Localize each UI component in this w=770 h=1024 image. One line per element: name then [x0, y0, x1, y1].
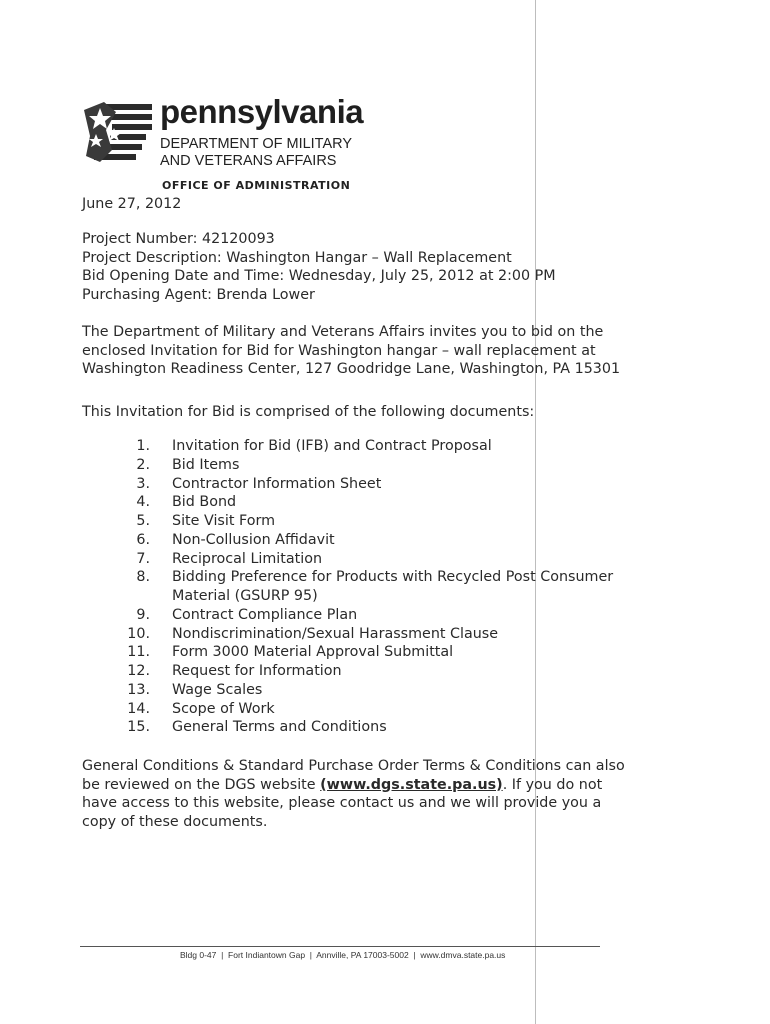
- department-line-1: DEPARTMENT OF MILITARY: [160, 136, 353, 152]
- document-item-number: 12.: [127, 663, 150, 679]
- dgs-website-link[interactable]: (www.dgs.state.pa.us): [320, 776, 503, 793]
- document-item-number: 7.: [136, 550, 150, 567]
- intro-line: enclosed Invitation for Bid for Washington hangar – wall replacement at: [82, 342, 596, 359]
- document-item-number: 3.: [136, 475, 150, 492]
- document-item-text: Contract Compliance Plan: [172, 606, 358, 623]
- document-item: [82, 568, 652, 606]
- document-item: [82, 475, 652, 494]
- document-item: [82, 662, 652, 681]
- document-item-text: Reciprocal Limitation: [172, 550, 323, 567]
- document-item-text: Bid Bond: [172, 494, 237, 511]
- document-item-number: 14.: [127, 700, 150, 717]
- document-item: [82, 493, 652, 512]
- document-item-text: Bidding Preference for Products with Recycled Post Consumer Material (GSURP 95): [172, 569, 614, 604]
- letter-date: June 27, 2012: [82, 196, 182, 212]
- document-item-text: Wage Scales: [172, 681, 263, 698]
- closing-text: . If you do not: [502, 776, 603, 793]
- footer-address: Bldg 0-47 | Fort Indiantown Gap | Annville, PA 17003-5002 | www.dmva.state.pa.us: [180, 950, 506, 960]
- intro-line: Washington Readiness Center, 127 Goodridge Lane, Washington, PA 15301: [82, 361, 621, 378]
- closing-text: be reviewed on the DGS website: [82, 776, 321, 793]
- document-item-number: 9.: [136, 606, 150, 623]
- closing-paragraph: [82, 757, 682, 831]
- documents-intro: This Invitation for Bid is comprised of the following documents:: [82, 404, 535, 420]
- document-item: [82, 681, 652, 700]
- document-item-text: Non-Collusion Affidavit: [172, 531, 335, 548]
- intro-line: The Department of Military and Veterans Affairs invites you to bid on the: [82, 324, 604, 340]
- document-item-text: Nondiscrimination/Sexual Harassment Clause: [172, 625, 499, 642]
- office-name: OFFICE OF ADMINISTRATION: [162, 179, 351, 192]
- closing-line: copy of these documents.: [82, 813, 268, 830]
- document-item: [82, 718, 652, 737]
- document-item-number: 13.: [127, 681, 150, 698]
- document-item: [82, 643, 652, 662]
- closing-line: have access to this website, please contact us and we will provide you a: [82, 795, 602, 812]
- document-item: [82, 456, 652, 475]
- purchasing-agent: Purchasing Agent: Brenda Lower: [82, 286, 315, 303]
- document-item: [82, 531, 652, 550]
- document-item-text: Scope of Work: [172, 700, 275, 717]
- footer-divider: [80, 946, 600, 947]
- document-item: [82, 512, 652, 531]
- pa-flag-stars-icon: [82, 96, 152, 168]
- document-item-number: 8.: [136, 569, 150, 586]
- document-item-number: 4.: [136, 494, 150, 511]
- project-meta: [82, 230, 556, 304]
- document-item-text: Form 3000 Material Approval Submittal: [172, 644, 454, 661]
- document-item: [82, 437, 652, 456]
- document-item-number: 6.: [136, 531, 150, 548]
- document-item-text: Contractor Information Sheet: [172, 475, 382, 492]
- project-number: Project Number: 42120093: [82, 231, 275, 247]
- closing-line: General Conditions & Standard Purchase Order Terms & Conditions can also: [82, 758, 625, 774]
- bid-opening: Bid Opening Date and Time: Wednesday, July 25, 2012 at 2:00 PM: [82, 268, 556, 285]
- document-item-number: 10.: [127, 625, 150, 642]
- document-item-text: Request for Information: [172, 663, 342, 679]
- document-item: [82, 700, 652, 719]
- closing-line: [82, 776, 682, 795]
- document-item: [82, 625, 652, 644]
- document-item-number: 11.: [127, 644, 150, 661]
- document-item-number: 5.: [136, 513, 150, 529]
- document-item: [82, 606, 652, 625]
- project-description: Project Description: Washington Hangar – Wall Replacement: [82, 249, 512, 266]
- documents-list: [82, 437, 652, 737]
- document-item-number: 1.: [136, 438, 150, 454]
- brand-wordmark: pennsylvania: [160, 93, 364, 130]
- document-item-number: 15.: [127, 719, 150, 736]
- document-item-text: General Terms and Conditions: [172, 719, 387, 736]
- department-line-2: AND VETERANS AFFAIRS: [160, 153, 337, 169]
- document-item-text: Site Visit Form: [172, 513, 276, 529]
- document-item: [82, 550, 652, 569]
- department-name: [160, 136, 352, 170]
- document-item-text: Bid Items: [172, 456, 240, 473]
- document-item-number: 2.: [136, 456, 150, 473]
- document-item-text: Invitation for Bid (IFB) and Contract Proposal: [172, 438, 492, 454]
- intro-paragraph: [82, 323, 702, 379]
